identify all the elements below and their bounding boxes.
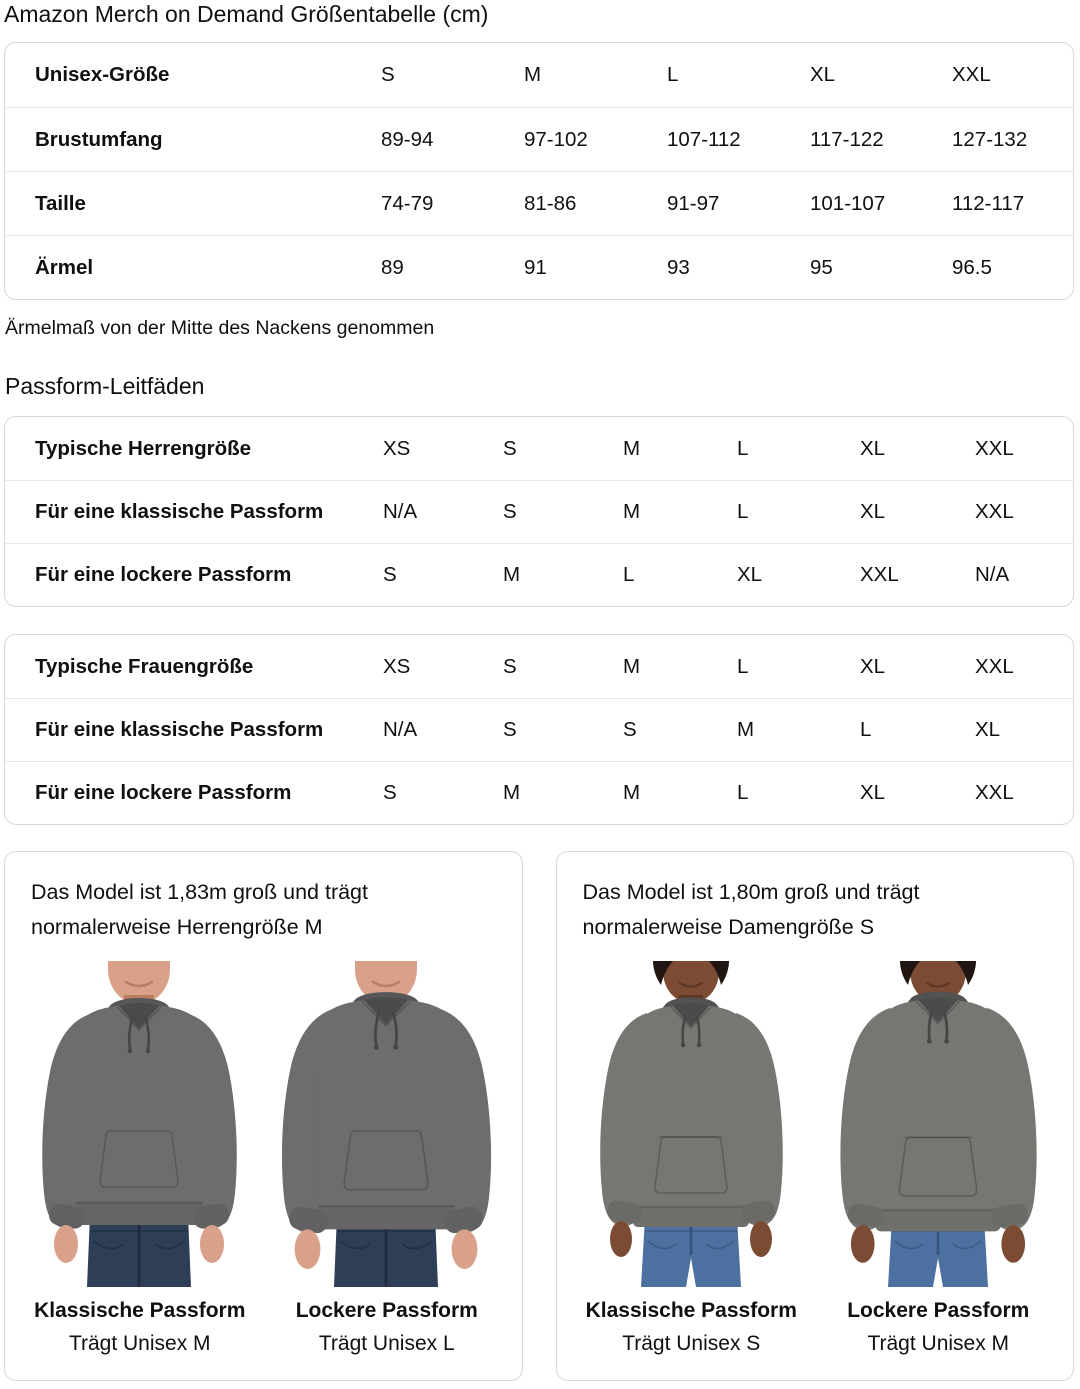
size-cell: L [737,436,749,460]
unisex-size-table [4,42,1074,300]
table-row [5,417,1073,480]
table-row [5,698,1073,761]
size-cell: 91-97 [667,191,720,215]
model-photo-male-classic [31,961,248,1356]
size-cell: S [503,654,517,678]
size-cell: M [623,781,641,804]
row-label: Für eine lockere Passform [35,781,292,804]
size-label: Trägt Unisex S [622,1332,761,1355]
size-cell: L [667,63,679,86]
size-cell: S [381,63,395,86]
size-cell: L [737,500,749,523]
male-classic-photo [31,961,248,1287]
size-cell: XL [860,654,886,678]
model-cards-row [4,851,1074,1381]
size-cell: XL [860,781,886,804]
size-label: Trägt Unisex M [68,1332,211,1355]
size-cell: S [503,436,517,460]
row-label: Für eine klassische Passform [35,500,324,523]
size-cell: M [623,654,641,678]
size-cell: S [503,718,517,741]
row-label: Für eine klassische Passform [35,718,324,741]
size-cell: M [524,63,542,86]
figure-caption [296,1287,478,1356]
figure-caption [34,1287,245,1356]
fit-label: Lockere Passform [847,1299,1030,1322]
figure-caption [847,1287,1029,1356]
sleeve-footnote: Ärmelmaß von der Mitte des Nackens genommen [5,317,435,339]
size-cell: XXL [975,654,1014,678]
size-cell: XXL [975,781,1014,804]
size-label: Trägt Unisex L [318,1332,455,1355]
size-cell: XL [975,718,1001,741]
size-cell: XL [860,500,886,523]
male-loose-photo [278,961,495,1287]
table-row [5,107,1073,171]
size-cell: L [737,781,749,804]
size-chart-page [0,1,1080,1381]
row-label: Für eine lockere Passform [35,563,292,586]
size-cell: S [503,500,517,523]
fit-guides-heading: Passform-Leitfäden [5,373,205,399]
size-cell: XXL [975,500,1014,523]
womens-fit-table [4,634,1074,825]
size-cell: 117-122 [810,127,884,151]
model-figures [5,961,522,1356]
size-cell: 89 [381,255,404,279]
size-cell: XS [383,436,411,460]
size-cell: 107-112 [667,127,741,151]
fit-label: Klassische Passform [34,1299,246,1322]
model-description-line: normalerweise Damengröße S [582,915,875,939]
table-row [5,761,1073,824]
size-cell: N/A [383,718,418,741]
size-cell: 81-86 [524,191,577,215]
mens-fit-table [4,416,1074,607]
size-cell: S [383,781,397,804]
size-cell: XXL [975,436,1014,460]
model-description-line: Das Model ist 1,80m groß und trägt [582,880,920,904]
size-cell: 101-107 [810,191,886,215]
size-cell: 127-132 [952,127,1028,151]
size-cell: L [737,654,749,678]
size-cell: 74-79 [381,191,434,215]
size-cell: 96.5 [952,255,992,279]
size-cell: 112-117 [952,191,1025,215]
row-label: Taille [35,191,86,215]
size-cell: M [503,563,521,586]
row-label: Typische Frauengröße [35,654,254,678]
table-row [5,543,1073,606]
table-row [5,635,1073,698]
page-title: Amazon Merch on Demand Größentabelle (cm) [4,1,489,27]
size-cell: L [860,718,872,741]
model-figures [557,961,1074,1356]
size-cell: 91 [524,255,547,279]
size-cell: XL [860,436,886,460]
size-cell: M [737,718,755,741]
size-cell: L [623,563,635,586]
row-label: Ärmel [35,255,94,279]
size-cell: M [623,436,641,460]
size-cell: M [623,500,641,523]
size-cell: M [503,781,521,804]
model-description-line: normalerweise Herrengröße M [31,915,323,939]
model-description [583,875,1052,945]
female-model-card [556,851,1075,1381]
size-cell: 95 [810,255,833,279]
table-row [5,480,1073,543]
size-cell: 89-94 [381,127,434,151]
fit-label: Lockere Passform [295,1299,478,1322]
row-label: Typische Herrengröße [35,436,252,460]
model-description [31,875,500,945]
size-cell: XXL [860,563,899,586]
size-cell: N/A [975,563,1010,586]
size-cell: XXL [952,63,991,86]
size-cell: S [383,563,397,586]
table-row [5,171,1073,235]
size-cell: 93 [667,255,690,279]
figure-caption [586,1287,797,1356]
female-loose-photo [830,961,1047,1287]
table-row [5,43,1073,107]
size-cell: XL [810,63,836,86]
table-row [5,235,1073,299]
size-cell: XL [737,563,763,586]
model-photo-female-loose [830,961,1047,1356]
size-label: Trägt Unisex M [867,1332,1010,1355]
male-model-card [4,851,523,1381]
fit-label: Klassische Passform [585,1299,797,1322]
size-cell: 97-102 [524,127,588,151]
row-label: Unisex-Größe [35,63,170,86]
model-description-line: Das Model ist 1,83m groß und trägt [31,880,368,904]
model-photo-male-loose [278,961,495,1356]
row-label: Brustumfang [35,127,163,151]
female-classic-photo [583,961,800,1287]
size-cell: N/A [383,500,418,523]
model-photo-female-classic [583,961,800,1356]
size-cell: S [623,718,637,741]
size-cell: XS [383,654,411,678]
